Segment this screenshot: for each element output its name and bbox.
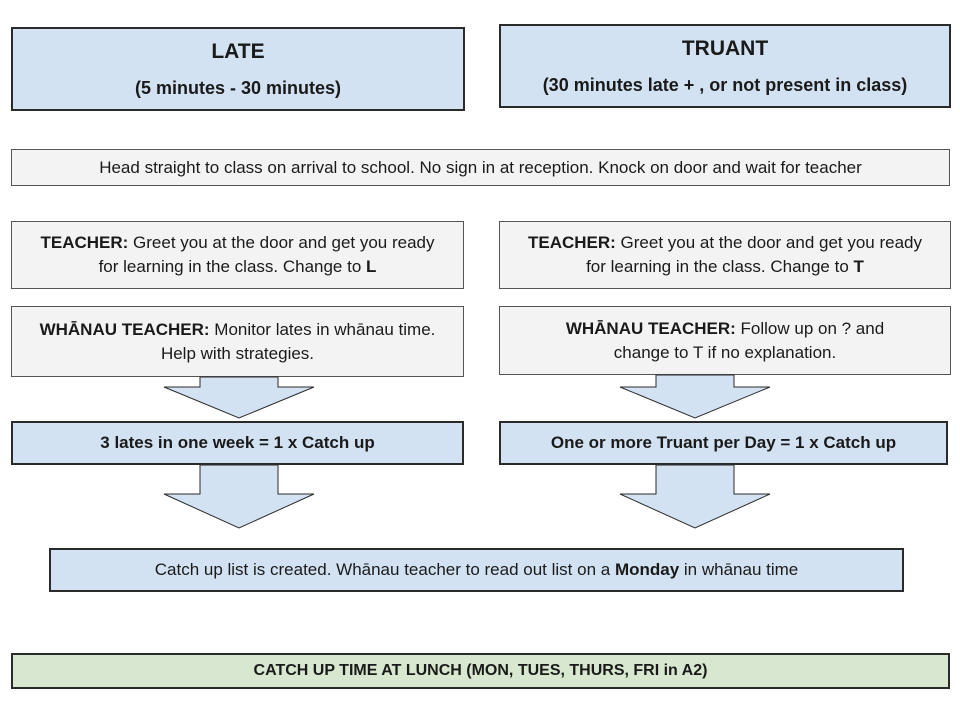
catchup-list-after: in whānau time — [679, 560, 799, 579]
late-teacher-label: TEACHER: — [40, 233, 129, 252]
late-down-arrow-1 — [163, 377, 315, 419]
late-rule-text: 3 lates in one week = 1 x Catch up — [100, 433, 375, 452]
truant-rule-box — [499, 421, 948, 465]
truant-down-arrow-1 — [619, 375, 771, 419]
truant-whanau-box — [499, 306, 951, 375]
truant-teacher-text — [520, 231, 930, 279]
truant-whanau-label: WHĀNAU TEACHER: — [565, 318, 736, 338]
catchup-time-box — [11, 653, 950, 689]
late-whanau-box — [11, 306, 464, 377]
catchup-list-day: Monday — [614, 560, 680, 579]
late-whanau-body: Monitor lates in whānau time. Help with strategies. — [160, 319, 436, 363]
truant-whanau-text — [540, 317, 910, 365]
truant-whanau-body: Follow up on ? and change to T if no explanation. — [613, 318, 885, 362]
catchup-list-text — [155, 558, 799, 582]
truant-title: TRUANT — [681, 36, 769, 60]
truant-teacher-box — [499, 221, 951, 289]
arrival-instruction — [11, 149, 950, 186]
late-rule-box — [11, 421, 464, 465]
truant-rule-text: One or more Truant per Day = 1 x Catch up — [550, 433, 897, 452]
truant-teacher-label: TEACHER: — [527, 233, 616, 252]
catchup-list-before: Catch up list is created. Whānau teacher to read out list on a — [154, 560, 615, 579]
late-attendance-code: L — [366, 257, 377, 276]
late-down-arrow-2 — [163, 465, 315, 529]
truant-header — [499, 24, 951, 108]
catchup-time-text: CATCH UP TIME AT LUNCH (MON, TUES, THURS, FRI in A2) — [253, 662, 708, 679]
late-whanau-label: WHĀNAU TEACHER: — [39, 319, 210, 339]
late-teacher-box — [11, 221, 464, 289]
late-whanau-text — [36, 318, 439, 366]
truant-teacher-body: Greet you at the door and get you ready for learning in the class. Change to — [586, 233, 923, 276]
late-teacher-text — [32, 231, 443, 279]
late-header — [11, 27, 465, 111]
truant-range: (30 minutes late + , or not present in class) — [542, 74, 908, 95]
late-range: (5 minutes - 30 minutes) — [134, 77, 342, 98]
arrival-text: Head straight to class on arrival to school. No sign in at reception. Knock on door and wait for teacher — [99, 157, 862, 177]
truant-down-arrow-2 — [619, 465, 771, 529]
late-title: LATE — [211, 39, 265, 63]
truant-attendance-code: T — [853, 257, 864, 276]
late-teacher-body: Greet you at the door and get you ready for learning in the class. Change to — [98, 233, 435, 276]
catchup-list-box — [49, 548, 904, 592]
